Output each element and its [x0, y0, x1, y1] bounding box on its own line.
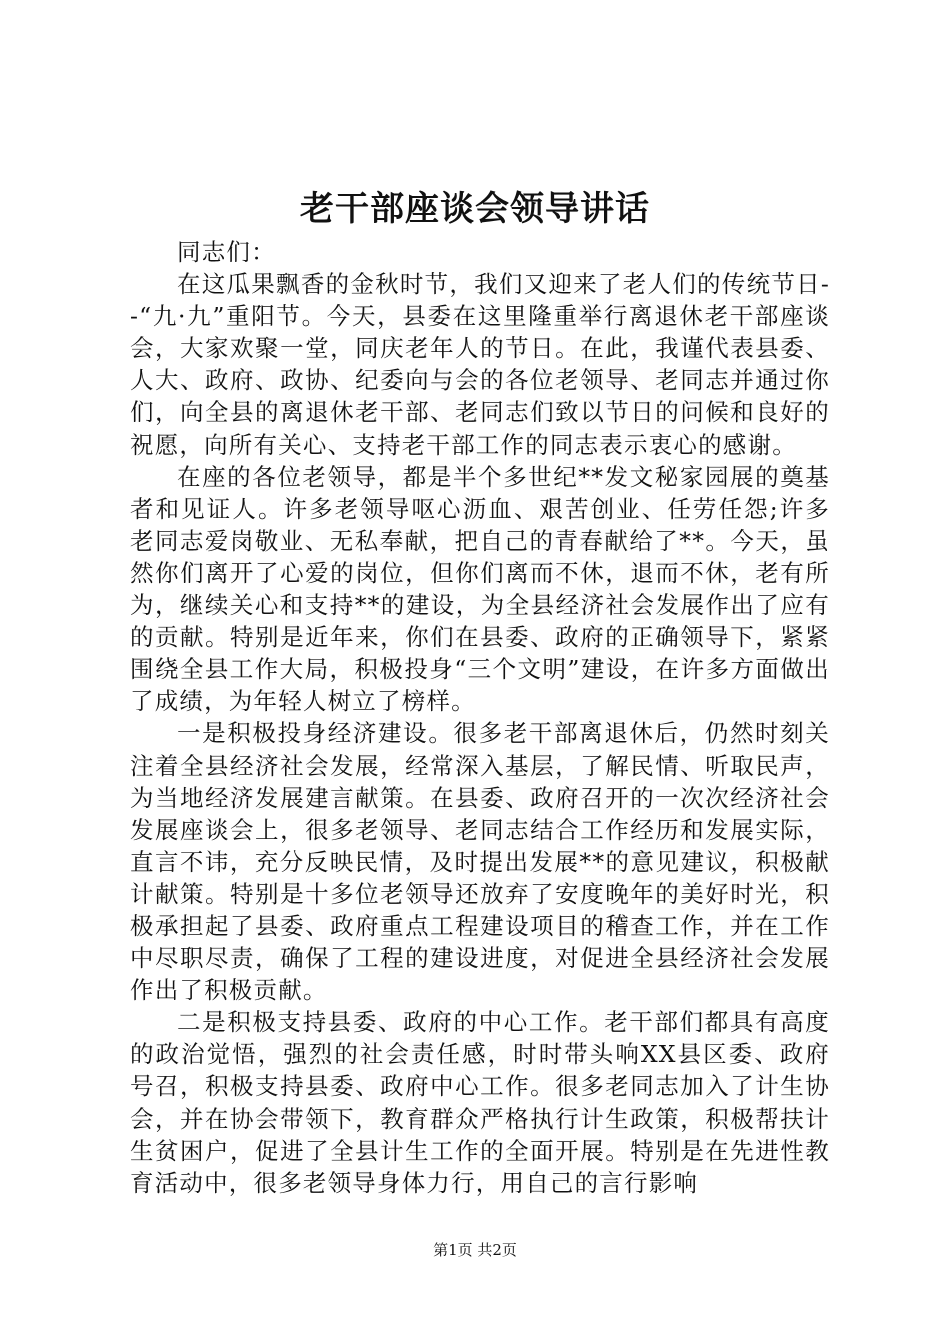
document-body: [130, 236, 830, 1199]
document-title: 老干部座谈会领导讲话: [300, 189, 650, 229]
paragraph-1: 在这瓜果飘香的金秋时节，我们又迎来了老人们的传统节日--“九·九”重阳节。今天，县委在这里隆重举行离退休老干部座谈会，大家欢聚一堂，同庆老年人的节日。在此，我谨代表县委、人大、政府、政协、纪委向与会的各位老领导、老同志并通过你们，向全县的离退休老干部、老同志们致以节日的问候和良好的祝愿，向所有关心、支持老干部工作的同志表示衷心的感谢。: [130, 270, 830, 459]
paragraph-2: 在座的各位老领导，都是半个多世纪**发文秘家园展的奠基者和见证人。许多老领导呕心沥血、艰苦创业、任劳任怨;许多老同志爱岗敬业、无私奉献，把自己的青春献给了**。今天，虽然你们离开了心爱的岗位，但你们离而不休，退而不休，老有所为，继续关心和支持**的建设，为全县经济社会发展作出了应有的贡献。特别是近年来，你们在县委、政府的正确领导下，紧紧围绕全县工作大局，积极投身“三个文明”建设，在许多方面做出了成绩，为年轻人树立了榜样。: [130, 462, 830, 716]
page-number-footer: 第1页 共2页: [433, 1241, 517, 1259]
paragraph-3: 一是积极投身经济建设。很多老干部离退休后，仍然时刻关注着全县经济社会发展，经常深入基层，了解民情、听取民声，为当地经济发展建言献策。在县委、政府召开的一次次经济社会发展座谈会上，很多老领导、老同志结合工作经历和发展实际，直言不讳，充分反映民情，及时提出发展**的意见建议，积极献计献策。特别是十多位老领导还放弃了安度晚年的美好时光，积极承担起了县委、政府重点工程建设项目的稽查工作，并在工作中尽职尽责，确保了工程的建设进度，对促进全县经济社会发展作出了积极贡献。: [130, 719, 830, 1005]
paragraph-4: 二是积极支持县委、政府的中心工作。老干部们都具有高度的政治觉悟，强烈的社会责任感，时时带头响XX县区委、政府号召，积极支持县委、政府中心工作。很多老同志加入了计生协会，并在协会带领下，教育群众严格执行计生政策，积极帮扶计生贫困户，促进了全县计生工作的全面开展。特别是在先进性教育活动中，很多老领导身体力行，用自己的言行影响: [130, 1008, 830, 1197]
salutation: 同志们：: [177, 238, 276, 266]
